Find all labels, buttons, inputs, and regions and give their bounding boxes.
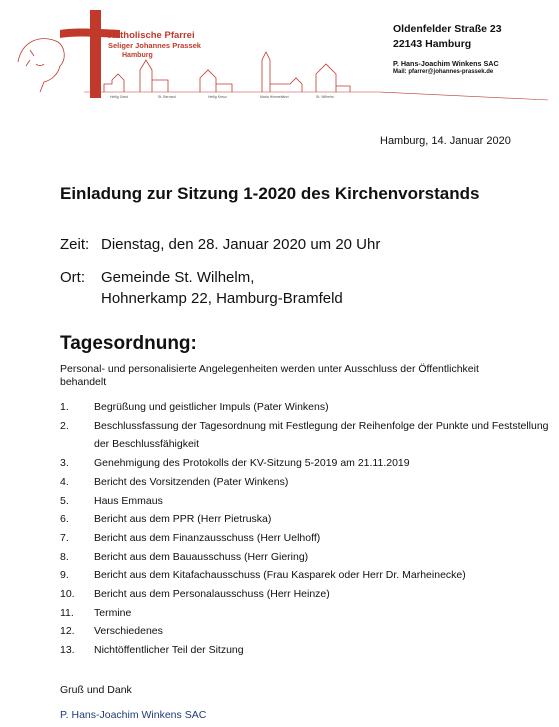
agenda-item bbox=[60, 622, 554, 641]
agenda-num: 3. bbox=[60, 457, 69, 470]
address-block bbox=[393, 22, 502, 77]
agenda-item bbox=[60, 529, 554, 548]
agenda-num: 4. bbox=[60, 475, 69, 488]
org-line-1: Katholische Pfarrei bbox=[108, 30, 195, 41]
church-label: Maria Himmelfahrt bbox=[260, 95, 289, 99]
agenda-num: 1. bbox=[60, 401, 69, 413]
church-label: St. Wilhelm bbox=[316, 95, 334, 99]
agenda-text: Begrüßung und geistlicher Impuls (Pater Winkens) bbox=[94, 401, 329, 413]
church-label: Heilig Geist bbox=[110, 95, 128, 99]
agenda-item bbox=[60, 641, 554, 660]
letter-date: Hamburg, 14. Januar 2020 bbox=[380, 135, 511, 147]
org-line-3: Hamburg bbox=[122, 52, 153, 59]
sender-mail: Mail: pfarrer@johannes-prassek.de bbox=[393, 69, 494, 75]
agenda-text: Verschiedenes bbox=[94, 625, 163, 638]
agenda-num: 13. bbox=[60, 644, 75, 657]
church-label: Heilig Kreuz bbox=[208, 95, 227, 99]
agenda-text: Bericht aus dem Personalausschuss (Herr Heinze) bbox=[94, 588, 330, 601]
agenda-item bbox=[60, 510, 554, 529]
closing-greeting: Gruß und Dank bbox=[60, 684, 132, 696]
agenda-item bbox=[60, 604, 554, 623]
agenda-text: Bericht des Vorsitzenden (Pater Winkens) bbox=[94, 475, 289, 488]
agenda-num: 7. bbox=[60, 531, 69, 544]
agenda-num: 12. bbox=[60, 625, 75, 638]
meeting-place bbox=[60, 267, 343, 309]
agenda-item bbox=[60, 417, 554, 454]
agenda-num: 11. bbox=[60, 606, 74, 619]
agenda-num: 9. bbox=[60, 569, 69, 582]
time-label: Zeit: bbox=[60, 236, 90, 253]
agenda-text: Bericht aus dem PPR (Herr Pietruska) bbox=[94, 513, 272, 526]
agenda-text: Nichtöffentlicher Teil der Sitzung bbox=[94, 644, 244, 657]
city: 22143 Hamburg bbox=[393, 38, 472, 50]
agenda-intro: Personal- und personalisierte Angelegenheiten werden unter Ausschluss der Öffentlichkeit behandelt bbox=[60, 363, 479, 388]
place-label: Ort: bbox=[60, 269, 85, 286]
agenda-item bbox=[60, 566, 554, 585]
agenda-num: 5. bbox=[60, 494, 69, 507]
letter-title: Einladung zur Sitzung 1-2020 des Kirchenvorstands bbox=[60, 184, 480, 203]
agenda-text: Genehmigung des Protokolls der KV-Sitzung 5-2019 am 21.11.2019 bbox=[94, 457, 410, 470]
place-line-1: Gemeinde St. Wilhelm, bbox=[101, 269, 255, 286]
agenda-heading: Tagesordnung: bbox=[60, 333, 197, 354]
church-label: St. Bernard bbox=[158, 95, 176, 99]
agenda-text: Termine bbox=[94, 606, 132, 619]
agenda-item bbox=[60, 548, 554, 567]
meeting-time bbox=[60, 236, 380, 253]
agenda-item bbox=[60, 398, 554, 417]
org-line-2: Seliger Johannes Prassek bbox=[108, 41, 201, 50]
agenda-text: Bericht aus dem Bauausschuss (Herr Giering) bbox=[94, 550, 309, 563]
agenda-item bbox=[60, 585, 554, 604]
agenda-text: Beschlussfassung der Tagesordnung mit Festlegung der Reihenfolge der Punkte und Feststellung der Beschlussfähigkeit bbox=[94, 419, 549, 451]
agenda-num: 8. bbox=[60, 550, 69, 563]
sender-name: P. Hans-Joachim Winkens SAC bbox=[393, 59, 499, 68]
place-line-2: Hohnerkamp 22, Hamburg-Bramfeld bbox=[101, 290, 343, 307]
agenda-item bbox=[60, 454, 554, 473]
agenda-text: Haus Emmaus bbox=[94, 494, 163, 507]
agenda-num: 6. bbox=[60, 513, 69, 526]
agenda-item bbox=[60, 473, 554, 492]
agenda-text: Bericht aus dem Kitafachausschuss (Frau Kasparek oder Herr Dr. Marheinecke) bbox=[94, 569, 466, 582]
closing-signature: P. Hans-Joachim Winkens SAC bbox=[60, 709, 207, 721]
agenda-num: 2. bbox=[60, 419, 69, 432]
street: Oldenfelder Straße 23 bbox=[393, 23, 502, 35]
agenda-item bbox=[60, 492, 554, 511]
time-value: Dienstag, den 28. Januar 2020 um 20 Uhr bbox=[101, 236, 381, 253]
agenda-text: Bericht aus dem Finanzausschuss (Herr Uelhoff) bbox=[94, 531, 321, 544]
agenda-list bbox=[60, 398, 554, 660]
agenda-num: 10. bbox=[60, 588, 75, 601]
